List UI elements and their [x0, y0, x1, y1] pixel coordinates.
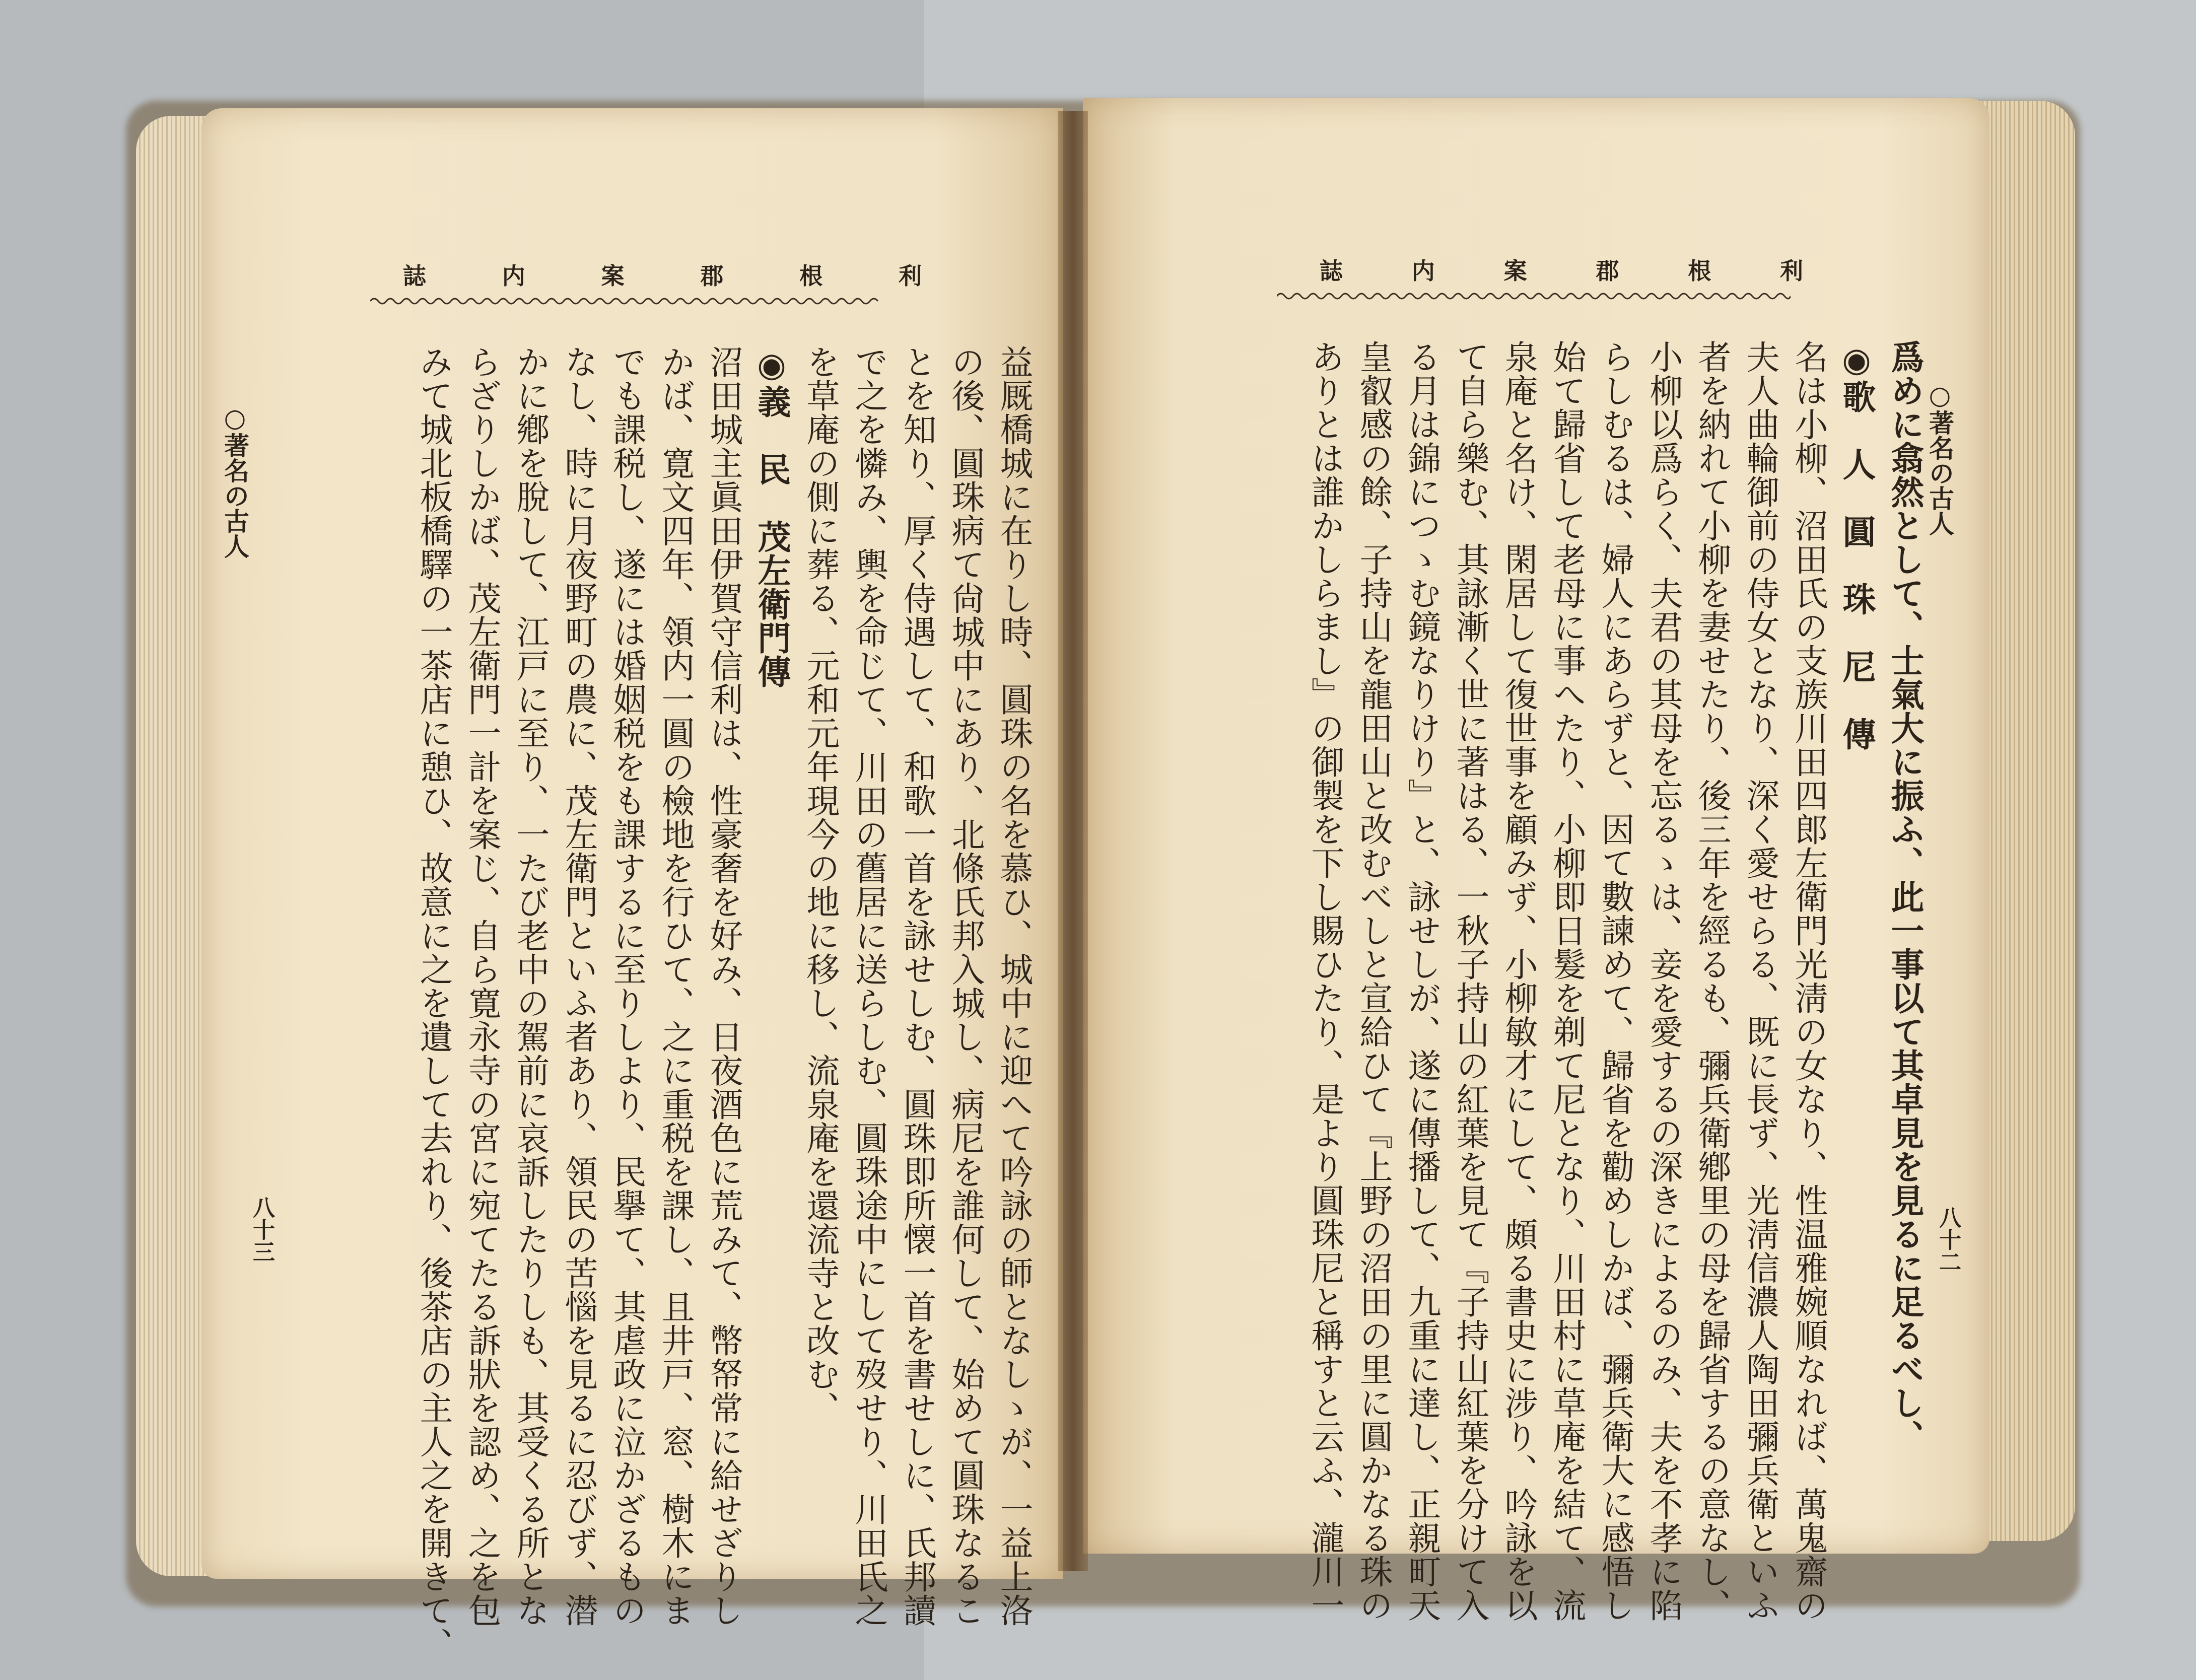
text-line: なし、時に月夜野町の農に、茂左衛門といふ者あり、領民の苦惱を見るに忍びず、潜 — [559, 345, 598, 1627]
header-char: 郡 — [1596, 257, 1619, 285]
right-page-body — [1151, 340, 1929, 1622]
left-page-number: 八十三 — [249, 1196, 274, 1263]
text-line: 皇叡感の餘、子持山を龍田山と改むべしと宣給ひて『上野の沼田の里に圓かなる珠の — [1354, 340, 1393, 1622]
page-edges-right — [1974, 101, 2075, 1541]
header-char: 内 — [1411, 257, 1435, 285]
right-section-runner: ○著名の古人 — [1925, 380, 1955, 536]
header-char: 内 — [502, 262, 525, 290]
text-line: 益厩橋城に在りし時、圓珠の名を慕ひ、城中に迎へて吟詠の師となしゝが、一益上洛 — [994, 345, 1033, 1627]
section-heading: ◉歌 人 圓 珠 尼 傳 — [1837, 340, 1876, 751]
left-page-body — [297, 345, 1038, 1661]
header-char: 根 — [799, 262, 823, 290]
text-line: らざりしかば、茂左衛門一計を案じ、自ら寛永寺の宮に宛てたる訴狀を認め、之を包 — [462, 345, 501, 1627]
text-line: ありとは誰かしらまし』の御製を下し賜ひたり、是より圓珠尼と稱すと云ふ、瀧川一 — [1306, 340, 1344, 1622]
left-header-wave-rule — [370, 294, 879, 309]
text-line: らしむるは、婦人にあらずと、因て數諫めて、歸省を勸めしかば、彌兵衛大に感悟し — [1596, 340, 1634, 1622]
header-char: 郡 — [700, 262, 724, 290]
text-line: る月は錦につゝむ鏡なりけり』と、詠せしが、遂に傳播して、九重に達し、正親町天 — [1402, 340, 1441, 1622]
text-line: 始て歸省して老母に事へたり、小柳即日髮を剃て尼となり、川田村に草庵を結て、流 — [1547, 340, 1586, 1622]
text-line: て自ら樂む、其詠漸く世に著はる、一秋子持山の紅葉を見て『子持山紅葉を分けて入 — [1451, 340, 1489, 1622]
text-line: を草庵の側に葬る、元和元年現今の地に移し、流泉庵を還流寺と改む、 — [801, 345, 840, 1425]
text-line: みて城北板橋驛の一茶店に憩ひ、故意に之を遺して去れり、後茶店の主人之を開きて、 — [414, 345, 453, 1661]
text-line: 者を納れて小柳を妻せたり、後三年を經るも、彌兵衛鄕里の母を歸省するの意なし、 — [1692, 340, 1731, 1622]
book-gutter — [1058, 111, 1088, 1571]
text-line: の後、圓珠病て尙城中にあり、北條氏邦入城し、病尼を誰何して、始めて圓珠なるこ — [946, 345, 985, 1627]
header-char: 誌 — [403, 262, 426, 290]
text-line: とを知り、厚く侍遇して、和歌一首を詠せしむ、圓珠即所懐一首を書せしに、氏邦讀 — [898, 345, 936, 1627]
header-char: 根 — [1688, 257, 1711, 285]
left-running-header — [403, 252, 922, 297]
right-header-wave-rule — [1277, 289, 1791, 304]
text-line: 夫人曲輪御前の侍女となり、深く愛せらる、既に長ず、光淸信濃人陶田彌兵衛といふ — [1741, 340, 1779, 1622]
text-line: でも課税し、遂には婚姻税をも課するに至りしより、民擧て、其虐政に泣かざるもの — [607, 345, 646, 1627]
header-char: 案 — [1503, 257, 1527, 285]
header-char: 利 — [898, 262, 922, 290]
left-section-runner: ○著名の古人 — [220, 403, 250, 558]
text-line: 爲めに翕然として、士氣大に振ふ、此一事以て其卓見を見るに足るべし、 — [1885, 340, 1925, 1453]
header-char: 案 — [601, 262, 625, 290]
text-line: で之を憐み、輿を命じて、川田の舊居に送らしむ、圓珠途中にして歿せり、川田氏之 — [849, 345, 888, 1627]
text-line: 小柳以爲らく、夫君の其母を忘るゝは、妾を愛するの深きによるのみ、夫を不孝に陷 — [1644, 340, 1683, 1622]
right-page-number: 八十二 — [1935, 1206, 1961, 1273]
header-char: 利 — [1779, 257, 1803, 285]
header-char: 誌 — [1320, 257, 1343, 285]
section-heading: ◉義 民 茂左衛門傳 — [752, 345, 791, 688]
right-running-header — [1320, 247, 1803, 292]
text-line: かば、寛文四年、領内一圓の檢地を行ひて、之に重税を課し、且井戸、窓、樹木にま — [656, 345, 695, 1627]
text-line: 沼田城主眞田伊賀守信利は、性豪奢を好み、日夜酒色に荒みて、幣帑常に給せざりし — [704, 345, 743, 1627]
text-line: かに鄕を脫して、江戸に至り、一たび老中の駕前に哀訴したりしも、其受くる所とな — [511, 345, 550, 1627]
text-line: 泉庵と名け、閑居して復世事を顧みず、小柳敏才にして、頗る書史に涉り、吟詠を以 — [1499, 340, 1538, 1622]
text-line: 名は小柳、沼田氏の支族川田四郎左衛門光淸の女なり、性温雅婉順なれば、萬鬼齋の — [1789, 340, 1828, 1622]
